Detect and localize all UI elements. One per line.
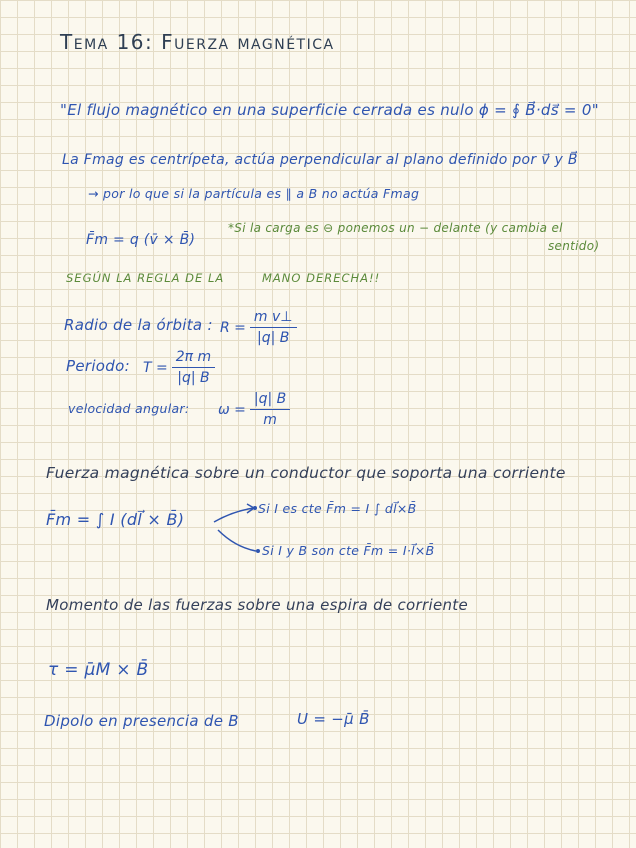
branch-arrow-up-dot: [253, 506, 257, 510]
conductor-force-formula: F̄m = ∫ I (dl⃗ × B̄): [46, 510, 185, 529]
period-numerator: 2π m: [172, 349, 215, 368]
page-title: Tema 16: Fuerza magnética: [60, 30, 335, 54]
dipole-label: Dipolo en presencia de B: [44, 712, 239, 730]
centripetal-statement: La Fmag es centrípeta, actúa perpendicular al plano definido por v⃗ y B⃗: [62, 152, 578, 168]
lorentz-force-formula: F̄m = q (v̄ × B̄): [86, 232, 196, 248]
angular-velocity-label: velocidad angular:: [68, 401, 190, 416]
torque-formula: τ = μ̄M × B̄: [48, 660, 149, 680]
angular-velocity-lhs: ω =: [218, 401, 246, 418]
radius-denominator: |q| B: [257, 330, 290, 346]
negative-charge-note-continued: sentido): [548, 239, 600, 253]
constant-current-branch: Si I es cte F̄m = I ∫ dl⃗×B̄: [258, 501, 417, 516]
period-denominator: |q| B: [177, 370, 210, 386]
right-hand-rule-note: MANO DERECHA!!: [262, 271, 381, 285]
angular-velocity-denominator: m: [263, 412, 277, 428]
radius-lhs: R =: [220, 319, 246, 336]
flux-statement: "El flujo magnético en una superficie cerrada es nulo ϕ = ∮ B⃗·ds⃗ = 0": [60, 101, 599, 119]
branch-arrow-up: [214, 508, 254, 522]
dipole-energy-formula: U = −μ̄ B̄: [297, 710, 370, 728]
branch-arrow-down: [218, 530, 256, 551]
branch-arrow-down-dot: [256, 549, 260, 553]
torque-heading: Momento de las fuerzas sobre una espira de corriente: [46, 596, 468, 614]
constant-current-field-branch: Si I y B son cte F̄m = I·l⃗×B̄: [262, 543, 435, 558]
radius-numerator: m v⊥: [250, 309, 297, 328]
period-label: Periodo:: [66, 357, 130, 375]
angular-velocity-numerator: |q| B: [250, 391, 290, 410]
rule-note: SEGÚN LA REGLA DE LA: [66, 271, 225, 285]
conductor-heading: Fuerza magnética sobre un conductor que soporta una corriente: [46, 464, 566, 482]
radius-label: Radio de la órbita :: [64, 316, 213, 334]
parallel-statement: → por lo que si la partícula es ∥ a B no actúa Fmag: [88, 186, 420, 201]
period-lhs: T =: [143, 359, 168, 376]
negative-charge-note: *Si la carga es ⊖ ponemos un − delante (y cambia el: [228, 221, 563, 235]
